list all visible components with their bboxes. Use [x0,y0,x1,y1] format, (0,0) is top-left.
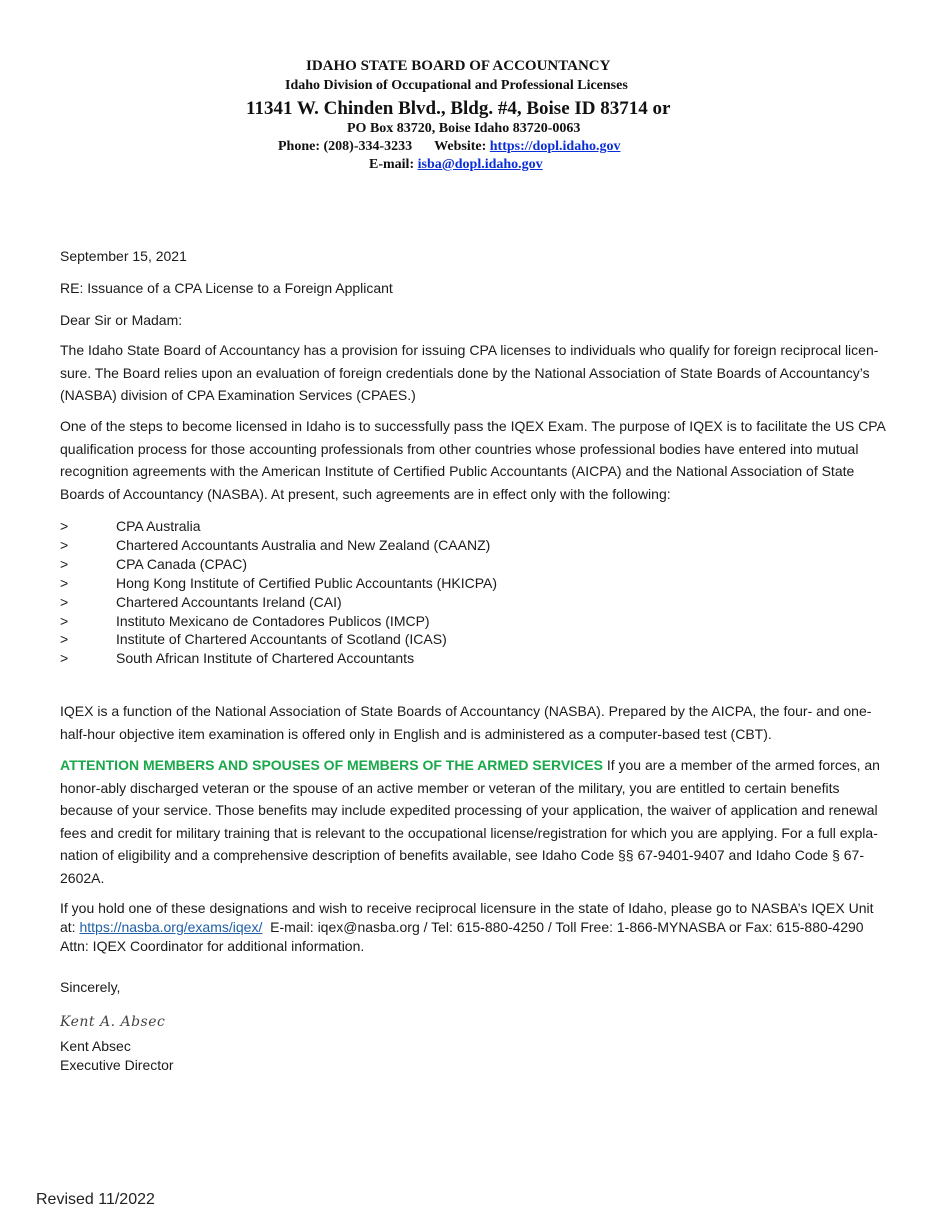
list-marker: > [60,593,69,610]
revised-date: Revised 11/2022 [36,1191,155,1208]
list-item [60,574,760,593]
division-name: Idaho Division of Occupational and Professional Licenses [285,78,628,93]
agreement-bodies-list [60,517,760,668]
board-name: IDAHO STATE BOARD OF ACCOUNTANCY [306,58,611,74]
contact-line-3: Attn: IQEX Coordinator for additional information. [60,938,365,954]
list-item-text: CPA Canada (CPAC) [116,555,247,572]
street-address: 11341 W. Chinden Blvd., Bldg. #4, Boise ID 83714 or [246,98,671,119]
signature: Kent A. Absec [60,1014,166,1030]
nasba-contact-details: E-mail: iqex@nasba.org / Tel: 615-880-4250 / Toll Free: 1-866-MYNASBA or Fax: 615-880-4290 [262,919,864,935]
list-marker: > [60,650,69,667]
list-marker: > [60,574,69,591]
po-box-address: PO Box 83720, Boise Idaho 83720-0063 [347,121,581,136]
paragraph-armed-services [60,754,894,890]
letter-date: September 15, 2021 [60,248,187,264]
list-item-text: Chartered Accountants Australia and New Zealand (CAANZ) [116,536,491,553]
list-item [60,593,760,612]
list-item-text: South African Institute of Chartered Accountants [116,650,415,667]
closing: Sincerely, [60,979,121,995]
subject-line: RE: Issuance of a CPA License to a Foreign Applicant [60,280,393,296]
attention-heading: ATTENTION MEMBERS AND SPOUSES OF MEMBERS OF THE ARMED SERVICES [60,757,603,773]
phone: Phone: (208)-334-3233 [278,139,413,154]
list-marker: > [60,631,69,648]
salutation: Dear Sir or Madam: [60,312,183,328]
website-label: Website: [434,139,487,154]
signer-block [60,1037,894,1075]
contact-line-1: If you hold one of these designations and wish to receive reciprocal licensure in the state of Idaho, please go to NASBA’s IQEX Unit [60,900,874,916]
paragraph-iqex-purpose: One of the steps to become licensed in Idaho is to successfully pass the IQEX Exam. The purpose of IQEX is to facilitate the US CPA qualification process for those accounting professionals from other countries whose professional bodies have entered into mutual recognition agreements with the American Institute of Certified Public Accountants (AICPA) and the National Association of State Boards of Accountancy (NASBA). At present, such agreements are in effect only with the following: [60,418,886,502]
email-link[interactable]: isba@dopl.idaho.gov [417,157,543,172]
paragraph-provision: The Idaho State Board of Accountancy has a provision for issuing CPA licenses to individuals who qualify for foreign reciprocal licen-sure. The Board relies upon an evaluation of foreign credentials done by the National Association of State Boards of Accountancy’s (NASBA) division of CPA Examination Services (CPAES.) [60,342,879,404]
list-item-text: Institute of Chartered Accountants of Scotland (ICAS) [116,631,447,648]
armed-services-text: If you are a member of the armed forces, an honor-ably discharged veteran or the spouse of an active member or veteran of the military, you are entitled to certain benefits because of your service. Those benefits may include expedited processing of your application, the waiver of application and renewal fees and credit for military training that is relevant to the occupational license/registration for which you are applying. For a full expla-nation of eligibility and a comprehensive description of benefits available, see Idaho Code §§ 67-9401-9407 and Idaho Code § 67-2602A. [60,757,880,886]
list-item [60,517,760,536]
list-item-text: Chartered Accountants Ireland (CAI) [116,593,342,610]
list-item [60,555,760,574]
paragraph-nasba-contact [60,899,894,956]
paragraph-iqex-function: IQEX is a function of the National Association of State Boards of Accountancy (NASBA). Prepared by the AICPA, the four- and one-half-hour objective item examination is offered only in English and is administered as a computer-based test (CBT). [60,703,872,742]
list-item-text: Instituto Mexicano de Contadores Publicos (IMCP) [116,612,430,629]
contact-line-2 [60,918,894,937]
list-marker: > [60,555,69,572]
at-label: at: [60,919,80,935]
list-item-text: CPA Australia [116,518,201,534]
list-marker: > [60,612,69,629]
nasba-iqex-link[interactable]: https://nasba.org/exams/iqex/ [79,919,263,935]
signer-title: Executive Director [60,1057,174,1073]
email-line [369,157,543,173]
list-item [60,536,760,555]
website-link[interactable]: https://dopl.idaho.gov [489,139,621,154]
list-item [60,649,760,668]
list-marker: > [60,536,69,553]
list-marker: > [60,518,69,534]
signer-name: Kent Absec [60,1038,131,1054]
contact-line [278,139,620,155]
email-label: E-mail: [369,157,415,172]
list-item [60,630,760,649]
list-item-text: Hong Kong Institute of Certified Public Accountants (HKICPA) [116,574,498,591]
list-item [60,612,760,631]
